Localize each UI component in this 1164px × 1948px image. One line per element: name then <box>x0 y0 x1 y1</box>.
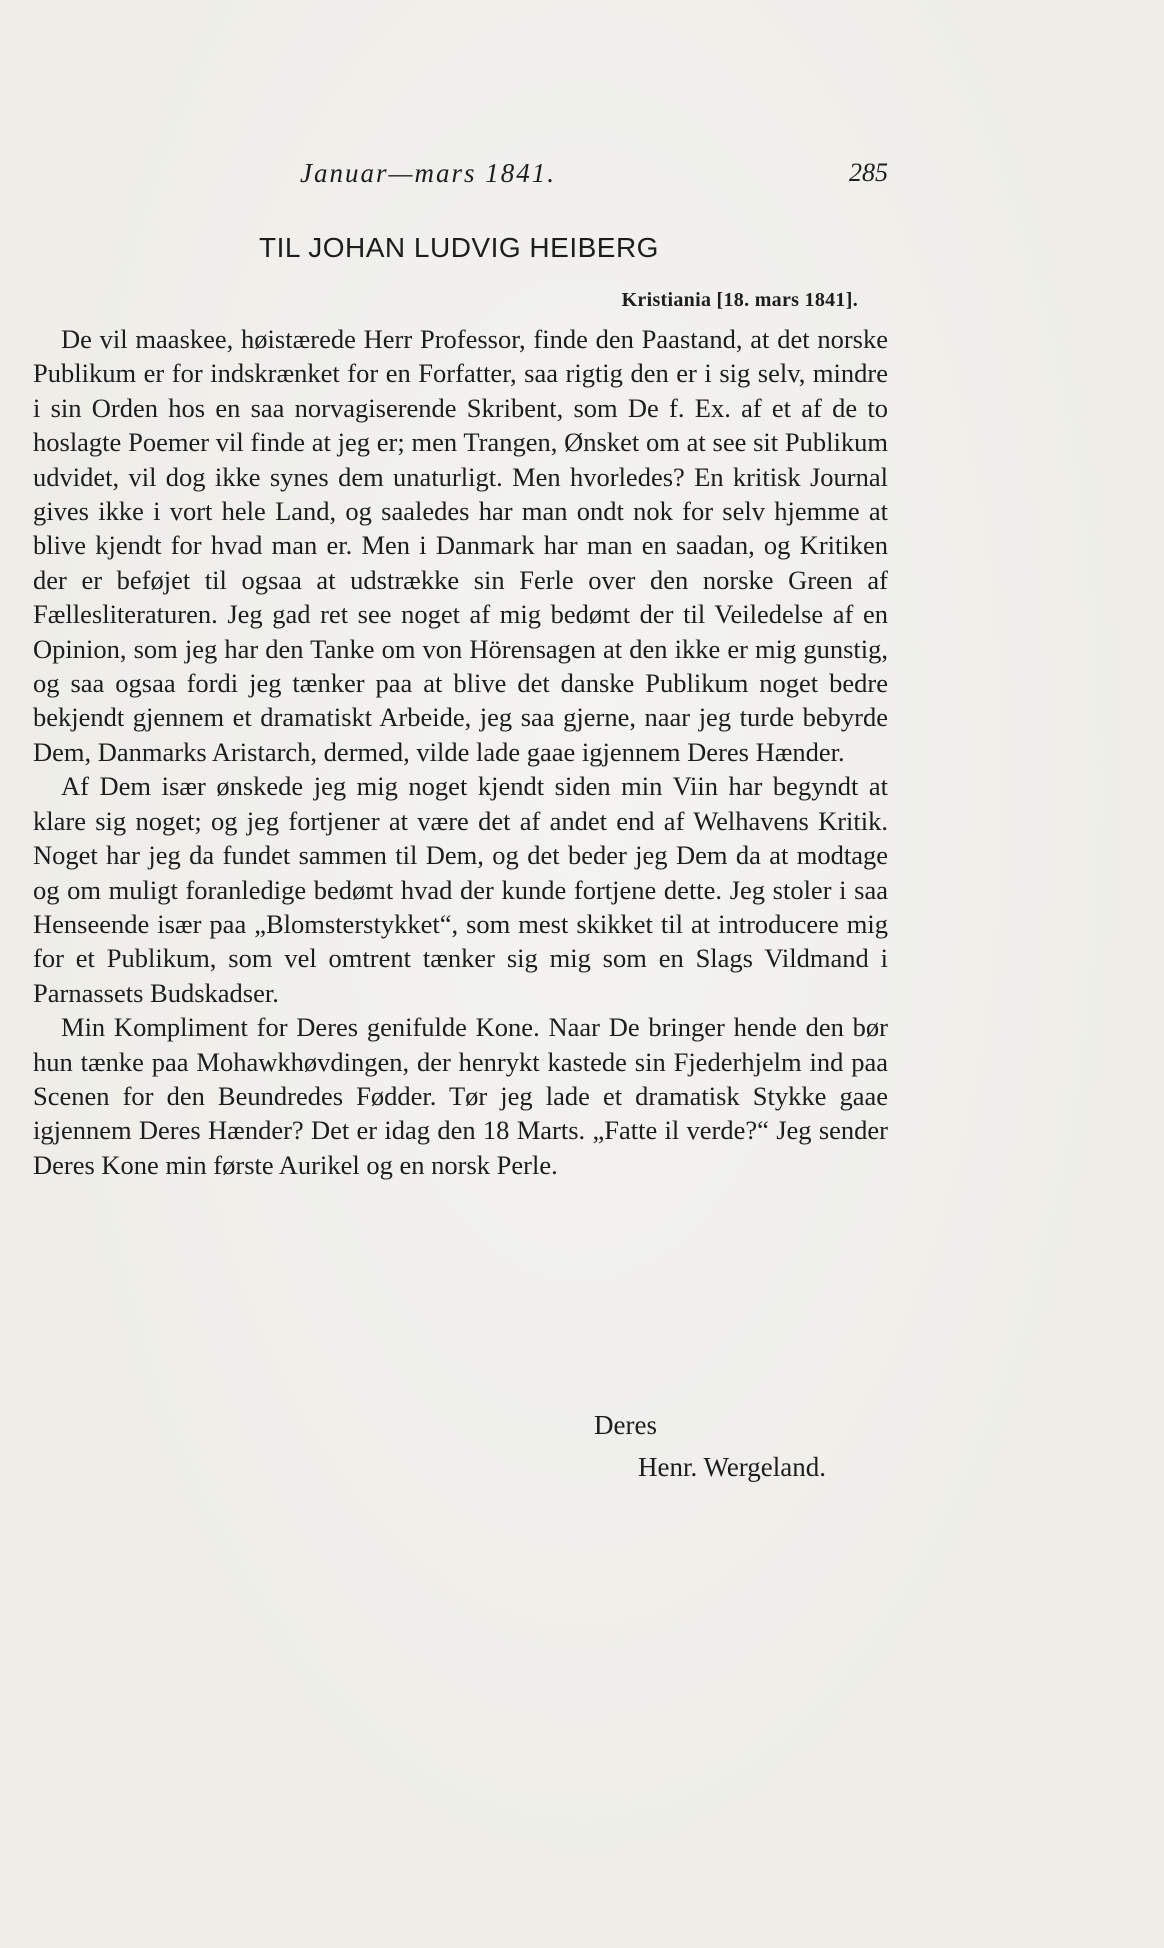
letter-body <box>33 322 888 1182</box>
closing-salutation: Deres <box>594 1410 657 1440</box>
paragraph-1: De vil maaskee, høistærede Herr Professor, finde den Paastand, at det norske Publikum er for indskrænket for en Forfatter, saa rigtig den er i sig selv, mindre i sin Orden hos en saa norvagiserende Skribent, som De f. Ex. af et af de to hoslagte Poemer vil finde at jeg er; men Trangen, Ønsket om at see sit Publikum udvidet, vil dog ikke synes dem unaturligt. Men hvorledes? En kritisk Journal gives ikke i vort hele Land, og saaledes har man ondt nok for selv hjemme at blive kjendt for hvad man er. Men i Danmark har man en saadan, og Kritiken der er beføjet til ogsaa at udstrække sin Ferle over den norske Green af Fællesliteraturen. Jeg gad ret see noget af mig bedømt der til Veiledelse af en Opinion, som jeg har den Tanke om von Hörensagen at den ikke er mig gunstig, og saa ogsaa fordi jeg tænker paa at blive det danske Publikum noget bedre bekjendt gjennem et dramatiskt Arbeide, jeg saa gjerne, naar jeg turde bebyrde Dem, Danmarks Aristarch, dermed, vilde lade gaae igjennem Deres Hænder. <box>33 324 888 767</box>
running-head-title: Januar—mars 1841. <box>300 158 557 188</box>
letter-heading: TIL JOHAN LUDVIG HEIBERG <box>259 232 659 263</box>
page-number: 285 <box>849 158 888 187</box>
letter-dateline: Kristiania [18. mars 1841]. <box>621 289 858 311</box>
paragraph-3: Min Kompliment for Deres genifulde Kone. Naar De bringer hende den bør hun tænke paa Mohawkhøvdingen, der henrykt kastede sin Fjederhjelm ind paa Scenen for den Beundredes Fødder. Tør jeg lade et dramatisk Stykke gaae igjennem Deres Hænder? Det er idag den 18 Marts. „Fatte il verde?“ Jeg sender Deres Kone min første Aurikel og en norsk Perle. <box>33 1012 888 1180</box>
signature: Henr. Wergeland. <box>638 1452 827 1482</box>
running-head <box>300 158 888 198</box>
letter-closing <box>594 1404 826 1488</box>
paragraph-2: Af Dem især ønskede jeg mig noget kjendt siden min Viin har begyndt at klare sig noget; og jeg fortjener at være det af andet end af Welhavens Kritik. Noget har jeg da fundet sammen til Dem, og det beder jeg Dem da at modtage og om muligt foranledige bedømt hvad der kunde fortjene dette. Jeg stoler i saa Henseende især paa „Blomsterstykket“, som mest skikket til at introducere mig for et Publikum, som vel omtrent tænker sig mig som en Slags Vildmand i Parnassets Budskadser. <box>33 771 888 1008</box>
